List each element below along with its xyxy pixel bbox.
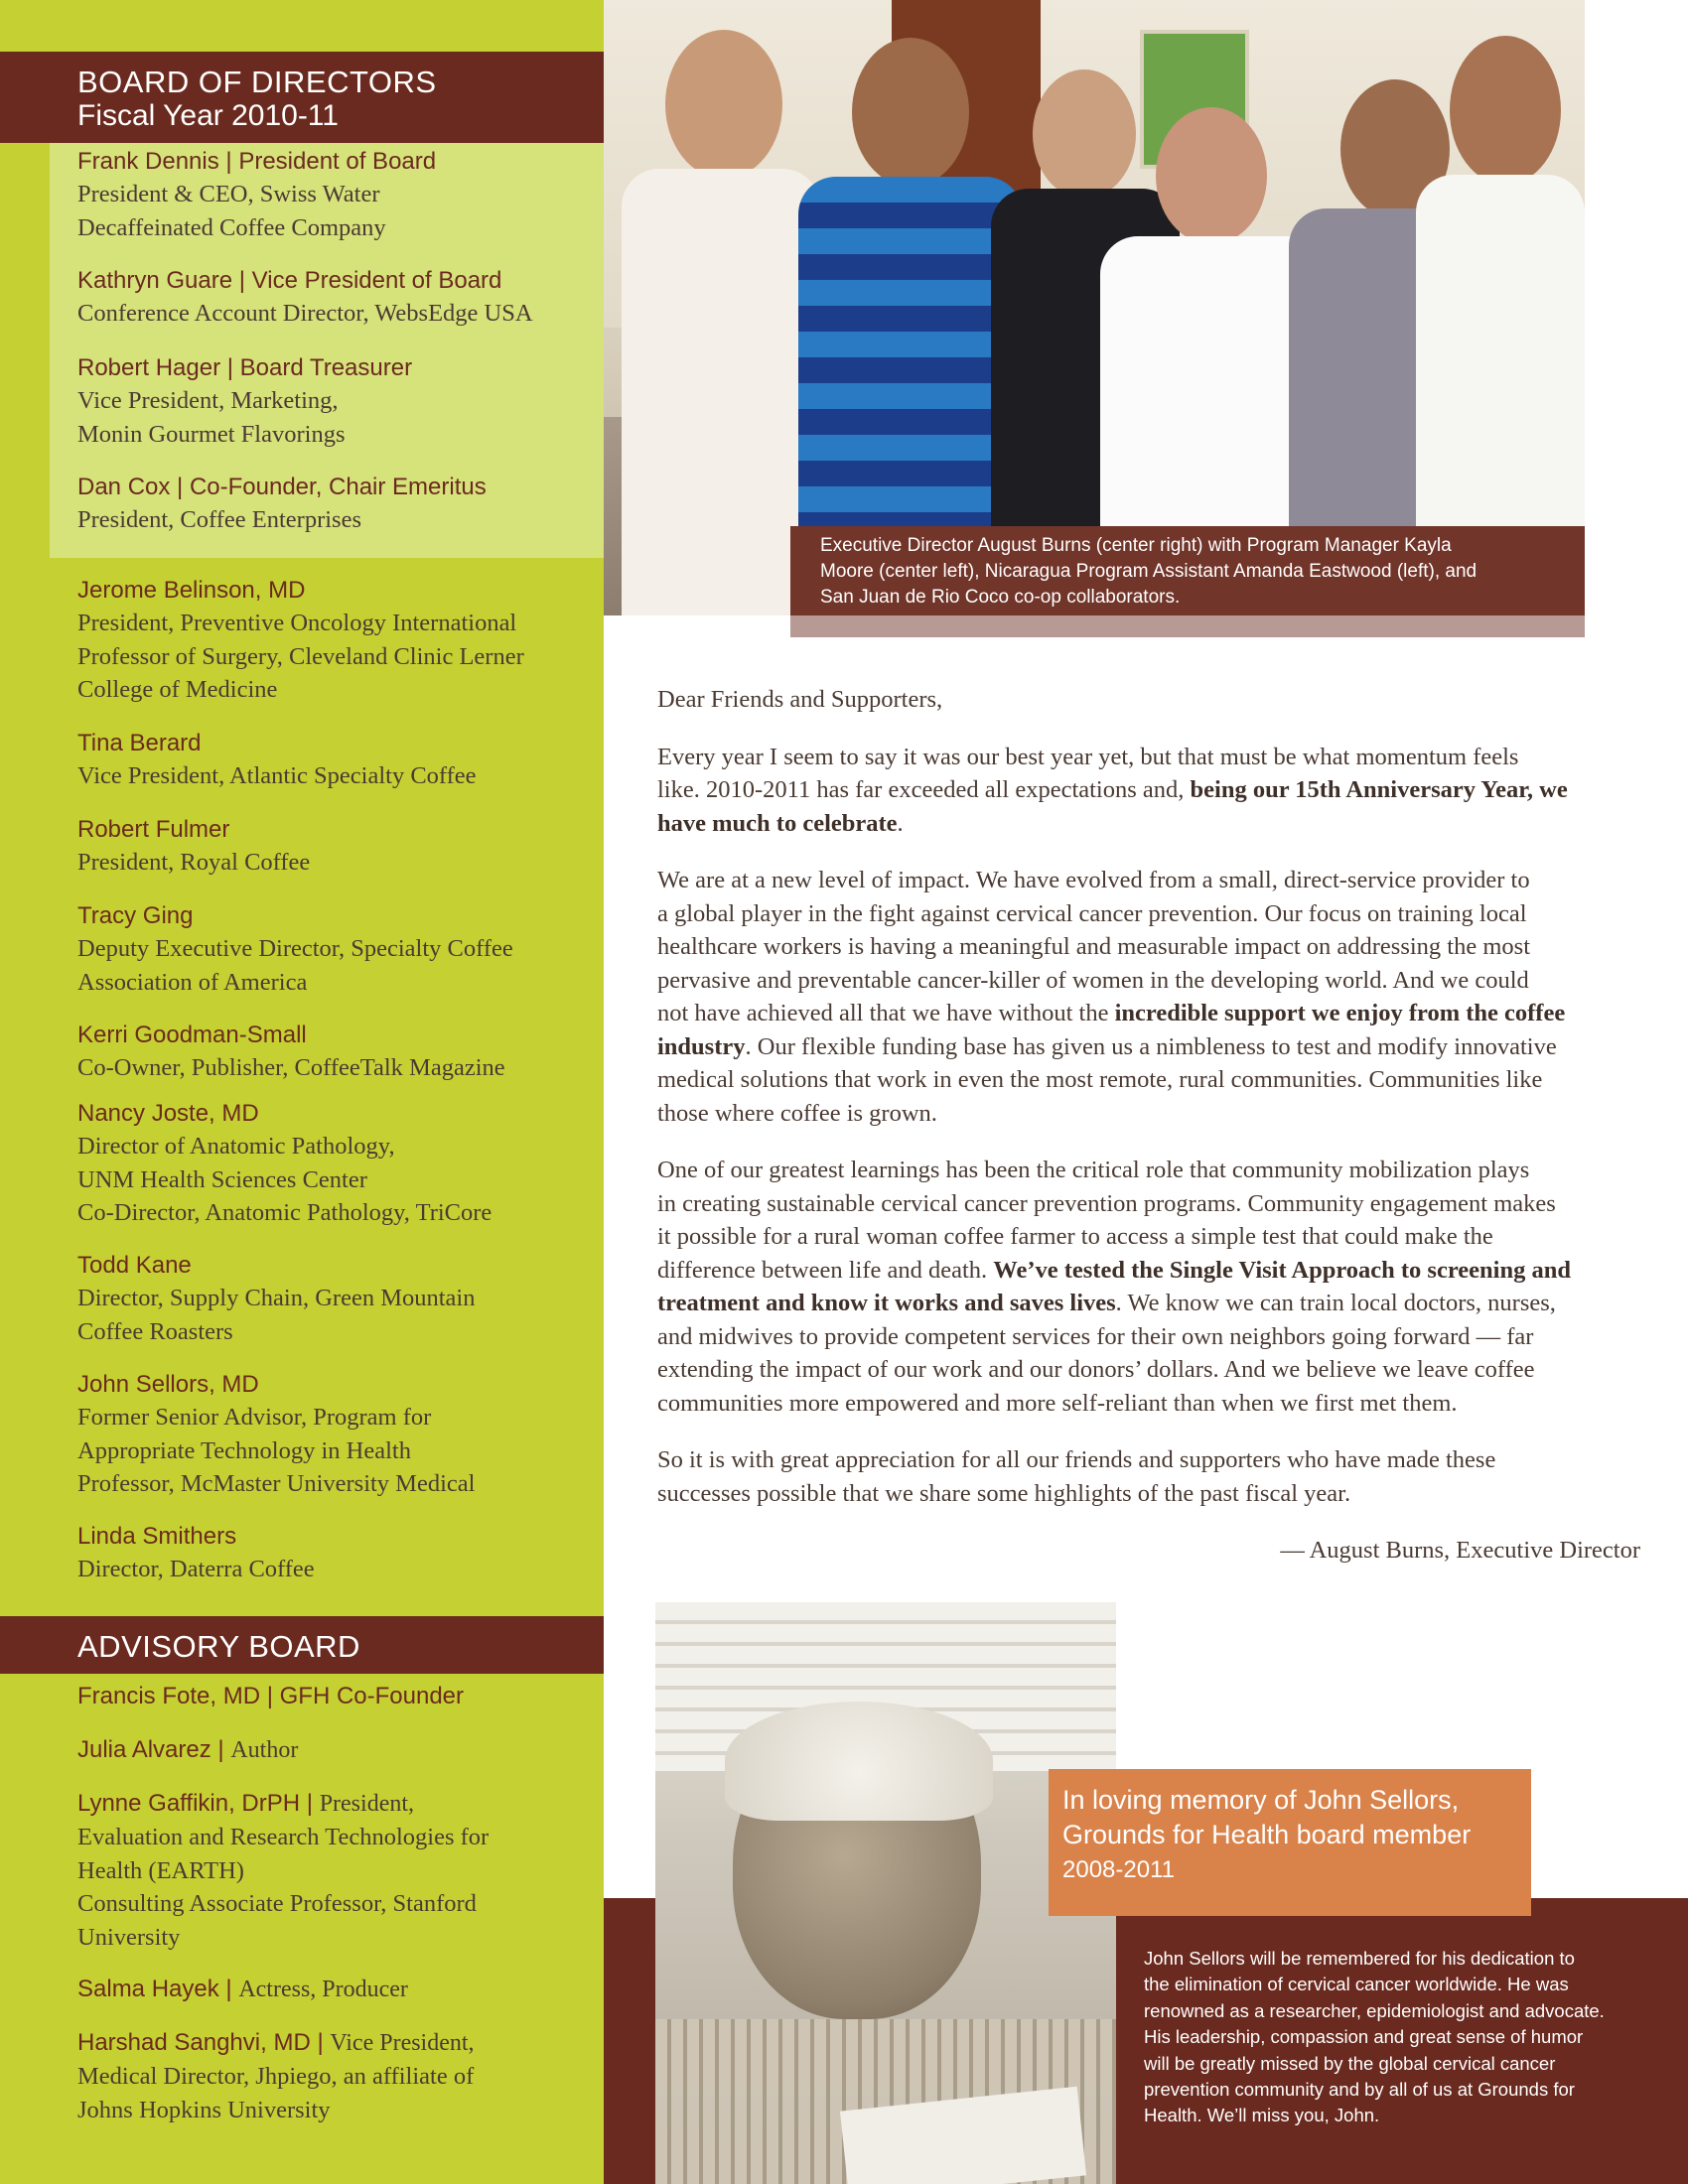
letter-line: in creating sustainable cervical cancer prevention programs. Community engagement makes	[657, 1189, 1556, 1217]
officer-entry: Robert Hager | Board Treasurer Vice President, Marketing, Monin Gourmet Flavorings	[77, 351, 594, 451]
member-line: Vice President, Atlantic Specialty Coffee	[77, 762, 477, 789]
photo-caption	[790, 526, 1585, 615]
officer-name: Robert Hager	[77, 354, 221, 381]
officer-name: Dan Cox	[77, 474, 171, 500]
advisory-entry: Francis Fote, MD | GFH Co-Founder	[77, 1683, 464, 1709]
board-heading: BOARD OF DIRECTORS	[77, 65, 437, 99]
member-line: Professor, McMaster University Medical	[77, 1470, 476, 1498]
member-name: Linda Smithers	[77, 1523, 237, 1550]
member-entry	[77, 574, 594, 707]
member-name: Tina Berard	[77, 730, 202, 756]
member-line: Association of America	[77, 968, 308, 996]
letter-line: So it is with great appreciation for all our friends and supporters who have made these	[657, 1446, 1496, 1473]
letter-line: We are at a new level of impact. We have evolved from a small, direct-service provider to	[657, 867, 1530, 893]
advisory-line: Evaluation and Research Technologies for	[77, 1824, 490, 1850]
officer-name: Frank Dennis	[77, 148, 219, 175]
officer-entry: Kathryn Guare | Vice President of Board Conference Account Director, WebsEdge USA	[77, 264, 594, 331]
officer-line: Decaffeinated Coffee Company	[77, 213, 386, 241]
officer-role: Board Treasurer	[239, 354, 413, 381]
advisory-entry: Harshad Sanghvi, MD | Vice President, Medical Director, Jhpiego, an affiliate of Johns Hopkins University	[77, 2026, 594, 2126]
memorial-line: His leadership, compassion and great sense of humor	[1144, 2026, 1584, 2048]
memorial-title-line: In loving memory of John Sellors,	[1062, 1785, 1460, 1815]
member-entry	[77, 1097, 594, 1230]
letter-line: have much to celebrate.	[657, 809, 904, 837]
letter-paragraph	[657, 1443, 1640, 1510]
member-line: Director of Anatomic Pathology,	[77, 1133, 395, 1160]
letter-line: industry. Our flexible funding base has given us a nimbleness to test and modify innovative	[657, 1032, 1557, 1060]
member-line: College of Medicine	[77, 676, 278, 704]
letter-line: pervasive and preventable cancer-killer of women in the developing world. And we could	[657, 966, 1529, 994]
letter-line: Every year I seem to say it was our best year yet, but that must be what momentum feels	[657, 743, 1519, 770]
officer-line: Monin Gourmet Flavorings	[77, 420, 346, 448]
member-name: Todd Kane	[77, 1252, 192, 1279]
member-line: Former Senior Advisor, Program for	[77, 1404, 432, 1431]
memorial-title-box	[1049, 1769, 1531, 1916]
advisory-inline: President,	[319, 1791, 415, 1817]
letter-greeting: Dear Friends and Supporters,	[657, 686, 943, 713]
memorial-line: John Sellors will be remembered for his dedication to	[1144, 1948, 1575, 1969]
letter-line: it possible for a rural woman coffee farmer to access a simple test that could make the	[657, 1223, 1493, 1250]
member-entry	[77, 1368, 594, 1501]
member-line: Director, Daterra Coffee	[77, 1556, 315, 1582]
letter-line: a global player in the fight against cervical cancer prevention. Our focus on training local	[657, 899, 1527, 927]
officer-line: Conference Account Director, WebsEdge USA	[77, 300, 533, 327]
memorial-title-line: Grounds for Health board member	[1062, 1820, 1472, 1849]
member-line: Director, Supply Chain, Green Mountain	[77, 1285, 476, 1311]
member-line: President, Preventive Oncology International	[77, 610, 517, 636]
advisory-line: University	[77, 1923, 181, 1951]
advisory-line: Medical Director, Jhpiego, an affiliate of	[77, 2063, 475, 2090]
member-entry	[77, 1249, 594, 1348]
member-entry	[77, 813, 594, 880]
member-name: Jerome Belinson, MD	[77, 577, 306, 604]
memorial-line: prevention community and by all of us at Grounds for	[1144, 2079, 1575, 2101]
advisory-line: Johns Hopkins University	[77, 2096, 331, 2123]
member-name: Robert Fulmer	[77, 816, 230, 843]
letter-line: like. 2010-2011 has far exceeded all expectations and, being our 15th Anniversary Year, we	[657, 776, 1568, 803]
memorial-line: Health. We’ll miss you, John.	[1144, 2105, 1380, 2126]
advisory-inline: Actress, Producer	[238, 1977, 408, 2002]
member-name: Nancy Joste, MD	[77, 1100, 259, 1127]
advisory-line: Health (EARTH)	[77, 1856, 244, 1884]
letter-line: healthcare workers is having a meaningful and measurable impact on addressing the most	[657, 933, 1530, 960]
memorial-line: the elimination of cervical cancer worldwide. He was	[1144, 1974, 1569, 1995]
officer-entry: Frank Dennis | President of Board President & CEO, Swiss Water Decaffeinated Coffee Company	[77, 145, 594, 244]
advisory-heading: ADVISORY BOARD	[0, 1616, 604, 1674]
advisory-name: Francis Fote, MD	[77, 1683, 261, 1709]
advisory-role: GFH Co-Founder	[279, 1683, 464, 1709]
advisory-line: Consulting Associate Professor, Stanford	[77, 1890, 477, 1918]
board-heading-band	[0, 52, 604, 143]
advisory-name: Harshad Sanghvi, MD	[77, 2029, 311, 2056]
letter-line: medical solutions that work in even the most remote, rural communities. Communities like	[657, 1066, 1543, 1093]
sidebar	[0, 0, 604, 2184]
member-entry	[77, 727, 594, 793]
member-line: Deputy Executive Director, Specialty Coffee	[77, 935, 513, 962]
memorial-years: 2008-2011	[1062, 1856, 1175, 1883]
caption-line: Moore (center left), Nicaragua Program Assistant Amanda Eastwood (left), and	[820, 561, 1477, 582]
letter-line: those where coffee is grown.	[657, 1099, 937, 1127]
member-entry	[77, 1520, 594, 1586]
officer-role: Vice President of Board	[251, 267, 502, 294]
member-line: UNM Health Sciences Center	[77, 1165, 367, 1193]
board-subheading: Fiscal Year 2010-11	[77, 99, 339, 132]
advisory-entry: Lynne Gaffikin, DrPH | President, Evaluation and Research Technologies for Health (EARTH) Consulting Associate Professor, Stanford University	[77, 1787, 594, 1954]
letter-line: extending the impact of our work and our donors’ dollars. And we believe we leave coffee	[657, 1356, 1535, 1383]
member-line: Co-Owner, Publisher, CoffeeTalk Magazine	[77, 1054, 505, 1081]
letter-line: and midwives to provide competent services for their own neighbors going forward — far	[657, 1322, 1534, 1350]
letter-paragraph	[657, 864, 1640, 1130]
group-photo	[604, 0, 1585, 615]
officer-role: President of Board	[238, 148, 437, 175]
member-line: Co-Director, Anatomic Pathology, TriCore	[77, 1199, 492, 1227]
advisory-name: Salma Hayek	[77, 1976, 219, 2002]
memorial-line: renowned as a researcher, epidemiologist and advocate.	[1144, 1999, 1605, 2021]
member-name: Kerri Goodman-Small	[77, 1022, 307, 1048]
officer-line: Vice President, Marketing,	[77, 387, 339, 414]
advisory-inline: Author	[230, 1737, 299, 1763]
officer-role: Co-Founder, Chair Emeritus	[189, 474, 487, 500]
member-name: Tracy Ging	[77, 902, 194, 929]
advisory-entry: Salma Hayek | Actress, Producer	[77, 1976, 408, 2002]
member-line: Appropriate Technology in Health	[77, 1436, 411, 1464]
letter-paragraph	[657, 1154, 1640, 1420]
caption-line: Executive Director August Burns (center right) with Program Manager Kayla	[820, 535, 1452, 556]
letter-paragraph	[657, 741, 1640, 841]
advisory-name: Julia Alvarez	[77, 1736, 211, 1763]
letter-line: successes possible that we share some highlights of the past fiscal year.	[657, 1479, 1351, 1507]
advisory-name: Lynne Gaffikin, DrPH	[77, 1790, 301, 1817]
photo-hair	[725, 1702, 993, 1821]
member-line: Professor of Surgery, Cleveland Clinic Lerner	[77, 642, 524, 670]
memorial-photo	[655, 1602, 1116, 2184]
officer-entry: Dan Cox | Co-Founder, Chair Emeritus President, Coffee Enterprises	[77, 471, 594, 537]
member-name: John Sellors, MD	[77, 1371, 259, 1398]
officer-name: Kathryn Guare	[77, 267, 233, 294]
member-line: Coffee Roasters	[77, 1317, 233, 1345]
letter-line: treatment and know it works and saves lives. We know we can train local doctors, nurses,	[657, 1290, 1556, 1316]
letter-line: not have achieved all that we have without the incredible support we enjoy from the coffee	[657, 1000, 1566, 1026]
letter-signature: — August Burns, Executive Director	[1280, 1537, 1640, 1564]
officer-line: President & CEO, Swiss Water	[77, 181, 380, 207]
member-line: President, Royal Coffee	[77, 849, 311, 876]
member-entry	[77, 899, 594, 999]
letter-line: One of our greatest learnings has been the critical role that community mobilization plays	[657, 1157, 1530, 1183]
officer-line: President, Coffee Enterprises	[77, 506, 361, 533]
advisory-entry: Julia Alvarez | Author	[77, 1736, 299, 1763]
letter-body	[657, 683, 1640, 1510]
advisory-inline: Vice President,	[330, 2030, 475, 2056]
memorial-text	[1144, 1946, 1680, 2129]
member-entry	[77, 1019, 594, 1085]
memorial-line: will be greatly missed by the global cervical cancer	[1144, 2052, 1556, 2074]
caption-line: San Juan de Rio Coco co-op collaborators.	[820, 587, 1181, 608]
letter-line: communities more empowered and more self-reliant than when we first met them.	[657, 1389, 1458, 1417]
letter-line: difference between life and death. We’ve tested the Single Visit Approach to screening and	[657, 1256, 1571, 1284]
